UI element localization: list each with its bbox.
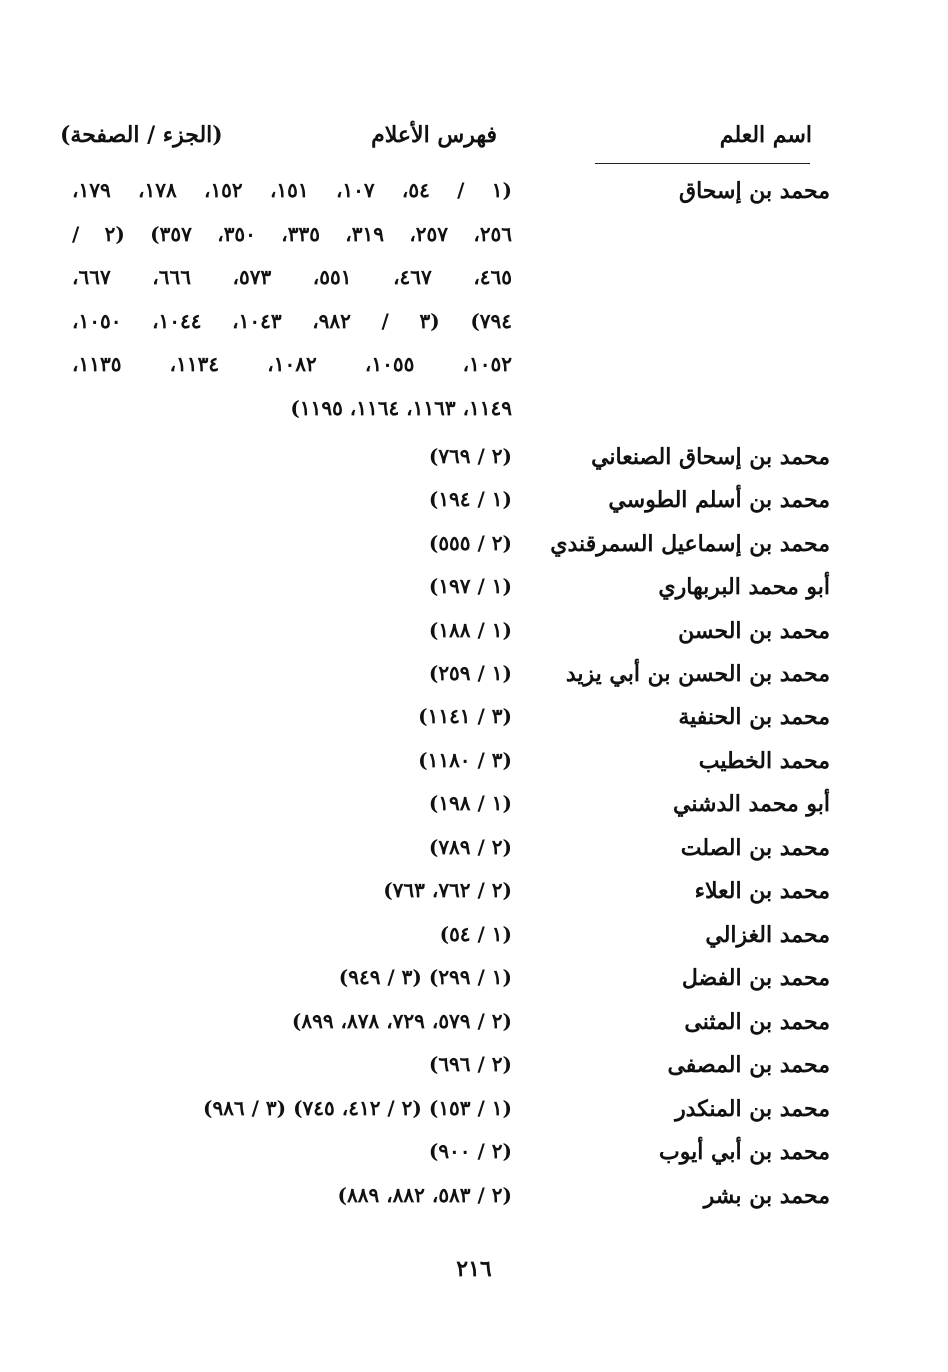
- entry-references: (١ / ٥٤): [439, 922, 512, 946]
- entry-references: (٣ / ١١٤١): [418, 704, 512, 728]
- index-title: فهرس الأعلام: [371, 122, 497, 148]
- entry-references: (٢ / ٦٩٦): [428, 1052, 512, 1076]
- entry-name: محمد بن المثنى: [684, 1009, 830, 1035]
- entry-references: (٢ / ٥٥٥): [428, 531, 512, 555]
- entry-name: محمد بن أسلم الطوسي: [608, 487, 830, 513]
- reference-line: ٢٥٦، ٢٥٧، ٣١٩، ٣٣٥، ٣٥٠، ٣٥٧) (٢ /: [72, 221, 513, 246]
- index-header: [60, 122, 812, 162]
- reference-line: ١١٤٩، ١١٦٣، ١١٦٤، ١١٩٥): [290, 395, 512, 420]
- entry-references: (١ / ١٥٣) (٢ / ٤١٢، ٧٤٥) (٣ / ٩٨٦): [202, 1096, 512, 1120]
- entry-references: (٢ / ٥٨٣، ٨٨٢، ٨٨٩): [337, 1183, 512, 1207]
- reference-line: ١٠٥٢، ١٠٥٥، ١٠٨٢، ١١٣٤، ١١٣٥،: [72, 352, 512, 376]
- entry-name: محمد بن الفضل: [681, 965, 830, 991]
- entry-references: (١ / ٢٥٩): [428, 661, 512, 685]
- name-column-heading: اسم العلم: [719, 122, 812, 148]
- entry-name: محمد بن أبي أيوب: [659, 1139, 830, 1165]
- entry-references: (١ / ١٩٨): [428, 791, 512, 815]
- pages-column-heading: (الجزء / الصفحة): [60, 122, 223, 148]
- entry-name: أبو محمد البربهاري: [658, 574, 830, 600]
- entry-name: محمد بن الحنفية: [678, 704, 830, 730]
- entry-references: (٢ / ٧٦٩): [428, 444, 512, 468]
- entry-references: (٣ / ١١٨٠): [418, 748, 512, 772]
- entry-name: محمد الغزالي: [705, 922, 830, 948]
- entry-name: محمد بن إسحاق: [679, 178, 830, 204]
- entry-references: (٢ / ٧٦٢، ٧٦٣): [383, 878, 512, 902]
- header-rule: [595, 163, 810, 164]
- entry-references: (١ / ٢٩٩) (٣ / ٩٤٩): [338, 965, 512, 989]
- entry-name: محمد بن الحسن بن أبي يزيد: [565, 661, 830, 687]
- entry-name: أبو محمد الدشني: [673, 791, 830, 817]
- entry-references: [72, 178, 512, 439]
- entry-name: محمد بن المصفى: [667, 1052, 830, 1078]
- reference-line: ٧٩٤) (٣ / ٩٨٢، ١٠٤٣، ١٠٤٤، ١٠٥٠،: [72, 308, 513, 333]
- entry-references: (٢ / ٥٧٩، ٧٢٩، ٨٧٨، ٨٩٩): [291, 1009, 512, 1033]
- entry-name: محمد بن العلاء: [694, 878, 830, 904]
- entry-references: (١ / ١٨٨): [428, 618, 512, 642]
- entry-name: محمد بن إسماعيل السمرقندي: [550, 531, 830, 557]
- page-number: ٢١٦: [456, 1256, 492, 1282]
- entry-name: محمد بن الحسن: [678, 618, 830, 644]
- entry-name: محمد بن بشر: [703, 1183, 830, 1209]
- reference-line: ٤٦٥، ٤٦٧، ٥٥١، ٥٧٣، ٦٦٦، ٦٦٧،: [72, 265, 513, 289]
- entry-name: محمد الخطيب: [698, 748, 830, 774]
- entry-references: (٢ / ٧٨٩): [428, 835, 512, 859]
- reference-line: (١ / ٥٤، ١٠٧، ١٥١، ١٥٢، ١٧٨، ١٧٩،: [72, 178, 512, 202]
- entry-name: محمد بن الصلت: [680, 835, 830, 861]
- entry-name: محمد بن المنكدر: [675, 1096, 830, 1122]
- entry-references: (١ / ١٩٧): [428, 574, 512, 598]
- entry-references: (٢ / ٩٠٠): [428, 1139, 512, 1163]
- entry-name: محمد بن إسحاق الصنعاني: [591, 444, 830, 470]
- entry-references: (١ / ١٩٤): [428, 487, 512, 511]
